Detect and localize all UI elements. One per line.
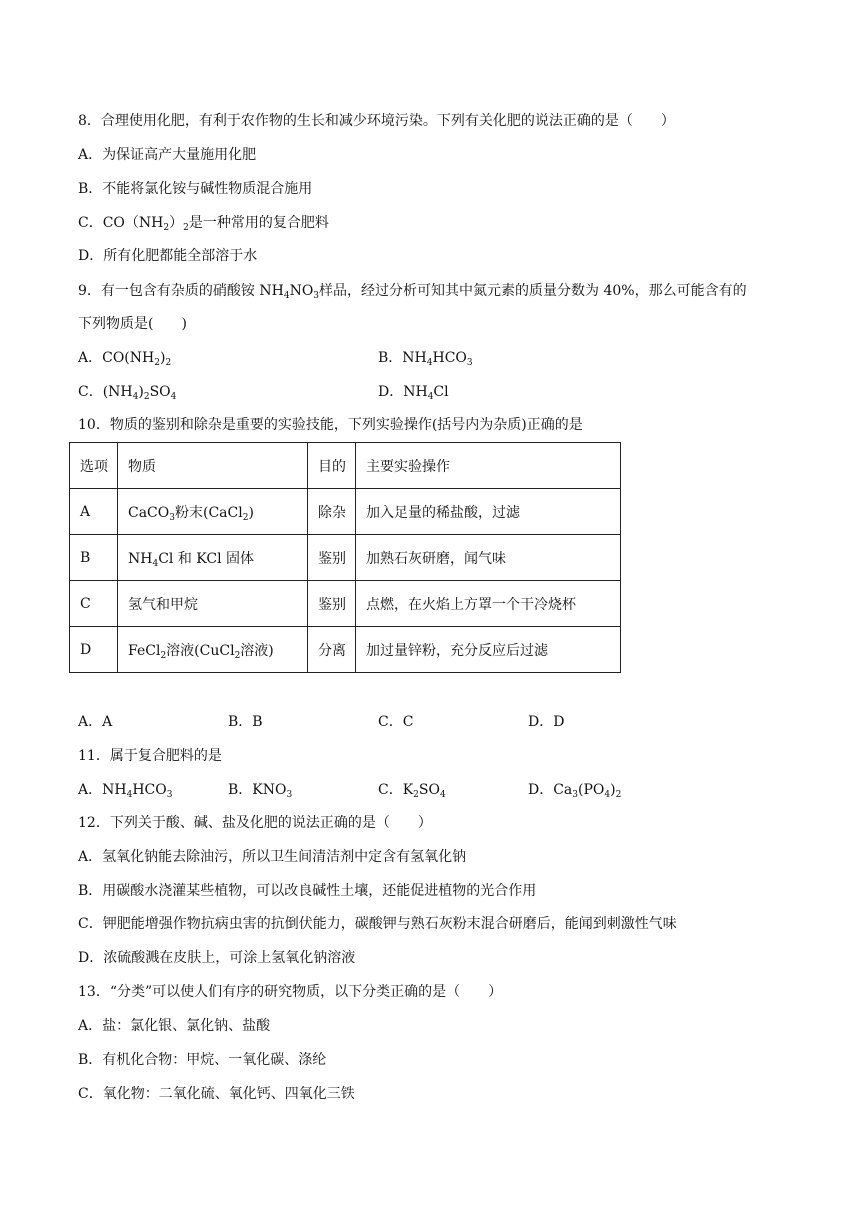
row-c-option: C [70,581,118,627]
row-d-option: D [70,627,118,673]
q9-option-c: C．$(NH_4)_2SO_4$ [78,384,177,402]
row-c-operation: 点燃，在火焰上方罩一个干冷烧杯 [356,581,621,627]
q11-stem: 11．属于复合肥料的是 [78,748,222,764]
q10-table [69,442,621,673]
q8-option-b: B．不能将氯化铵与碱性物质混合施用 [78,181,313,197]
row-a-substance: CaCO$_3$粉末(CaCl$_2$) [118,489,308,535]
q10-option-d: D．D [528,714,565,730]
q12-option-d: D．浓硫酸溅在皮肤上，可涂上氢氧化钠溶液 [78,950,356,966]
q11-option-d: D．$Ca_3(PO_4)_2$ [528,782,622,800]
q11-option-a: A．$NH_4HCO_3$ [78,782,173,800]
q13-option-a: A．盐：氯化银、氯化钠、盐酸 [78,1018,271,1034]
q13-stem: 13．“分类”可以使人们有序的研究物质，以下分类正确的是（ ） [78,984,503,1000]
header-option: 选项 [70,443,118,489]
table-row [70,627,621,673]
q9-stem-line2: 下列物质是( ) [78,316,187,332]
q12-option-a: A．氢氧化钠能去除油污，所以卫生间清洁剂中定含有氢氧化钠 [78,849,467,865]
row-a-option: A [70,489,118,535]
row-b-operation: 加熟石灰研磨，闻气味 [356,535,621,581]
row-d-purpose: 分离 [308,627,356,673]
row-c-substance: 氢气和甲烷 [118,581,308,627]
q13-option-c: C．氧化物：二氧化硫、氧化钙、四氧化三铁 [78,1086,355,1102]
row-d-substance: FeCl$_2$溶液(CuCl$_2$溶液) [118,627,308,673]
row-b-option: B [70,535,118,581]
table-header-row [70,443,621,489]
header-operation: 主要实验操作 [356,443,621,489]
q10-option-b: B．B [228,714,263,730]
q9-stem-line1: 9．有一包含有杂质的硝酸铵 $NH_4NO_3$样品，经过分析可知其中氮元素的质量分数为 40%，那么可能含有的 [78,283,747,301]
q9-option-d: D．$NH_4Cl$ [378,384,449,402]
row-b-substance: $NH_4Cl$ 和 KCl 固体 [118,535,308,581]
row-a-purpose: 除杂 [308,489,356,535]
header-substance: 物质 [118,443,308,489]
q9-option-a: A．$CO(NH_2)_2$ [78,350,172,368]
q8-stem: 8．合理使用化肥，有利于农作物的生长和减少环境污染。下列有关化肥的说法正确的是（ ） [78,113,675,129]
row-a-operation: 加入足量的稀盐酸，过滤 [356,489,621,535]
q13-option-b: B．有机化合物：甲烷、一氧化碳、涤纶 [78,1052,327,1068]
q8-option-c: C．$CO(NH_2)_2$是一种常用的复合肥料 [78,215,329,233]
table-row [70,535,621,581]
q10-stem: 10．物质的鉴别和除杂是重要的实验技能，下列实验操作(括号内为杂质)正确的是 [78,417,583,433]
q10-option-a: A．A [78,714,113,730]
q12-option-c: C．钾肥能增强作物抗病虫害的抗倒伏能力，碳酸钾与熟石灰粉末混合研磨后，能闻到刺激性气味 [78,916,677,932]
q9-option-b: B．$NH_4HCO_3$ [378,350,473,368]
header-purpose: 目的 [308,443,356,489]
table-row [70,581,621,627]
row-b-purpose: 鉴别 [308,535,356,581]
q8-option-d: D．所有化肥都能全部溶于水 [78,248,258,264]
q12-stem: 12．下列关于酸、碱、盐及化肥的说法正确的是（ ） [78,815,432,831]
q11-option-b: B．$KNO_3$ [228,782,293,800]
q10-option-c: C．C [378,714,414,730]
row-d-operation: 加过量锌粉，充分反应后过滤 [356,627,621,673]
q8-option-a: A．为保证高产大量施用化肥 [78,147,257,163]
q11-option-c: C．$K_2SO_4$ [378,782,446,800]
table-row [70,489,621,535]
row-c-purpose: 鉴别 [308,581,356,627]
q12-option-b: B．用碳酸水浇灌某些植物，可以改良碱性土壤，还能促进植物的光合作用 [78,883,537,899]
